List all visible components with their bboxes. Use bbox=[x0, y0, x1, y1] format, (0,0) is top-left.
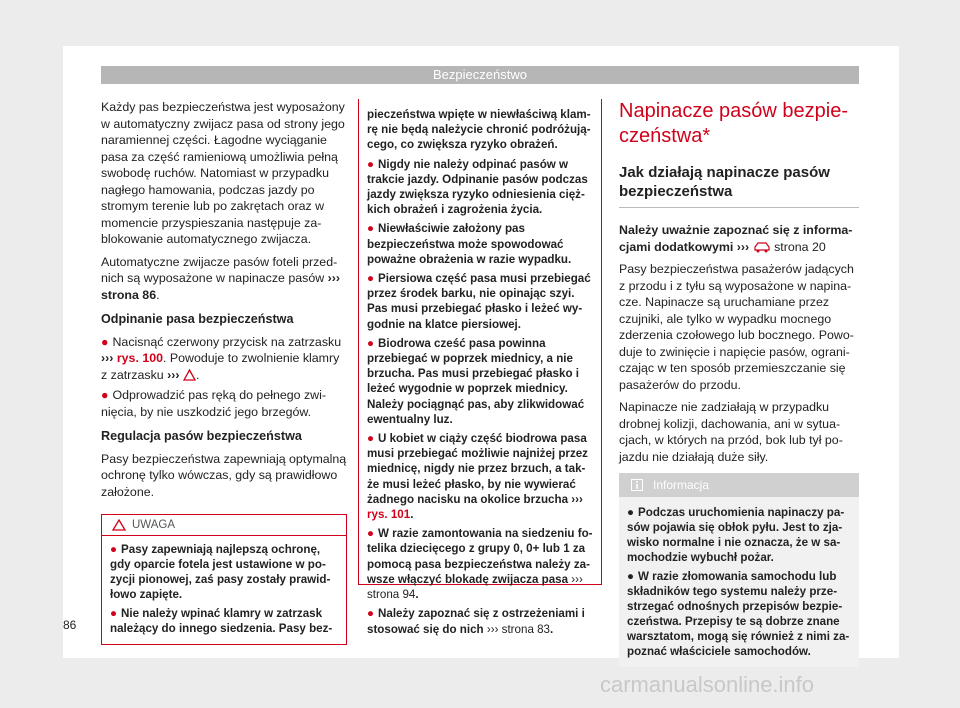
watermark: carmanualsonline.info bbox=[600, 672, 815, 697]
section-header: Bezpieczeństwo bbox=[101, 66, 859, 84]
list-item: ● Piersiowa część pasa musi przebiegać przez środek barku, nie opinając szyi. Pas musi przebiegać płasko i leżeć wygodnie na klatce piersiowej. bbox=[367, 272, 591, 331]
paragraph: Automatyczne zwijacze pasów foteli przednich są wyposażone w napinacze pasów ››› strona 86. bbox=[101, 254, 341, 302]
column-3 bbox=[619, 99, 859, 667]
list-item: ● W razie zamontowania na siedzeniu fotelika dziecięcego z grupy 0, 0+ lub 1 za pomocą pasa bezpieczeństwa należy zawsze włączyć blokadę zwijacza pasa ››› strona 94. bbox=[367, 527, 593, 602]
list-item: ● Nie należy wpinać klamry w zatrzask należący do innego siedzenia. Pasy bez- bbox=[110, 607, 333, 635]
page-link[interactable]: ››› strona 83 bbox=[486, 622, 551, 636]
list-item: ● Niewłaściwie założony pas bezpieczeństwa może spowodować poważne obrażenia w razie wypadku. bbox=[367, 222, 572, 266]
bullet-icon: ● bbox=[367, 272, 375, 286]
subsection-title: Jak działają napinacze pasów bezpieczeństwa bbox=[619, 163, 859, 208]
paragraph: pieczeństwa wpięte w niewłaściwą klamrę nie będą należycie chronić podróżującego, co zwiększa ryzyko obrażeń. bbox=[367, 108, 591, 152]
bullet-icon: ● bbox=[367, 336, 375, 350]
bullet-icon: ● bbox=[367, 222, 375, 236]
bullet-icon: ● bbox=[627, 570, 635, 583]
intro-paragraph: Należy uważnie zapoznać się z informacjami dodatkowymi ››› strona 20 bbox=[619, 223, 853, 254]
bullet-icon: ● bbox=[101, 334, 109, 349]
bullet-icon: ● bbox=[627, 506, 635, 519]
column-2 bbox=[358, 99, 602, 636]
list-item: ● Nacisnąć czerwony przycisk na zatrzasku ››› rys. 100. Powoduje to zwolnienie klamry z zatrzasku ››› . bbox=[101, 334, 342, 382]
paragraph: Pasy bezpieczeństwa pasażerów jadących z przodu i z tyłu są wyposażone w napinacze. Napinacze są uruchamiane przez czujniki, ale tylko w wypadku mocnego zderzenia czołowego lub bocznego. Powoduje to zwinięcie i napięcie pasów, ograniczając w ten sposób przemieszczanie się pasażerów do przodu. bbox=[619, 262, 854, 392]
list-item: ● Nigdy nie należy odpinać pasów w trakcie jazdy. Odpinanie pasów podczas jazdy zwiększa ryzyko odniesienia ciężkich obrażeń i zagrożenia życia. bbox=[367, 157, 588, 217]
bullet-icon: ● bbox=[367, 432, 375, 446]
list-item: ● Pasy zapewniają najlepszą ochronę, gdy oparcie fotela jest ustawione w pozycji pionowej, zaś pasy zostały prawidłowo zapięte. bbox=[110, 543, 331, 601]
info-icon bbox=[631, 479, 643, 491]
list-item: ● U kobiet w ciąży część biodrowa pasa musi przebiegać możliwie najniżej przez miednicę, nigdy nie przez brzuch, a także musi leżeć płasko, by nie wywierać żadnego nacisku na okolice brzucha ››› rys. 101. bbox=[367, 432, 588, 522]
page-link[interactable]: strona 20 bbox=[774, 239, 826, 254]
list-item: ● Odprowadzić pas ręką do pełnego zwinięcia, by nie uszkodzić jego brzegów. bbox=[101, 388, 327, 419]
page-link[interactable]: ››› strona 86 bbox=[101, 271, 341, 302]
paragraph: Pasy bezpieczeństwa zapewniają optymalną ochronę tylko wówczas, gdy są prawidłowo założone. bbox=[101, 451, 347, 499]
bullet-icon: ● bbox=[110, 543, 118, 556]
paragraph: Każdy pas bezpieczeństwa jest wyposażony w automatyczny zwijacz pasa od strony jego naramiennej części. Łagodne wyciąganie pasa za część ramieniową umożliwia pełną swobodę ruchów. Natomiast w przypadku nagłego hamowania, podczas jazdy po stromym terenie lub po zakrętach oraz w momencie przyspieszania następuje zablokowanie automatycznego zwijacza. bbox=[101, 100, 345, 246]
bullet-icon: ● bbox=[101, 388, 109, 402]
heading-regulacja: Regulacja pasów bezpieczeństwa bbox=[101, 429, 302, 443]
paragraph: Napinacze nie zadziałają w przypadku drobnej kolizji, dachowania, ani w sytuacjach, w których na przód, bok lub tył pojazdu nie działają duże siły. bbox=[619, 400, 843, 464]
car-icon bbox=[753, 241, 771, 253]
list-item: ● W razie złomowania samochodu lub składników tego systemu należy przestrzegać odnośnych przepisów bezpieczeństwa. Przepisy te są dobrze znane warsztatom, mogą się również z nimi zapoznać właściciele samochodów. bbox=[627, 570, 850, 658]
info-header: Informacja bbox=[619, 473, 859, 497]
figure-ref-link[interactable]: rys. 100 bbox=[116, 351, 164, 365]
bullet-icon: ● bbox=[110, 607, 118, 620]
bullet-icon: ● bbox=[367, 157, 375, 171]
page-link[interactable]: ››› strona 94 bbox=[367, 572, 583, 602]
warning-header: UWAGA bbox=[102, 515, 346, 536]
heading-odpinanie: Odpinanie pasa bezpieczeństwa bbox=[101, 312, 294, 326]
figure-ref-link[interactable]: rys. 101 bbox=[367, 508, 411, 522]
bullet-icon: ● bbox=[367, 607, 375, 621]
column-1 bbox=[101, 99, 347, 645]
list-item: ● Należy zapoznać się z ostrzeżeniami i stosować się do nich ››› strona 83. bbox=[367, 607, 585, 636]
bullet-icon: ● bbox=[367, 527, 375, 541]
page-number: 86 bbox=[63, 618, 77, 632]
section-title: Napinacze pasów bezpieczeństwa* bbox=[619, 100, 849, 147]
warning-box bbox=[101, 514, 347, 645]
warning-triangle-icon bbox=[112, 519, 126, 531]
list-item: ● Podczas uruchomienia napinaczy pasów pojawia się obłok pyłu. Jest to zjawisko normalne i nie oznacza, że w samochodzie wybuchł pożar. bbox=[627, 506, 845, 564]
warning-box-continued bbox=[358, 99, 602, 636]
list-item: ● Biodrowa cześć pasa powinna przebiegać w poprzek miednicy, a nie brzucha. Pas musi przebiegać płasko i leżeć wygodnie w poprzek miednicy. Należy pociągnąć pas, aby zlikwidować ewentualny luz. bbox=[367, 336, 585, 426]
info-box bbox=[619, 473, 859, 667]
warning-triangle-icon[interactable] bbox=[183, 369, 196, 381]
